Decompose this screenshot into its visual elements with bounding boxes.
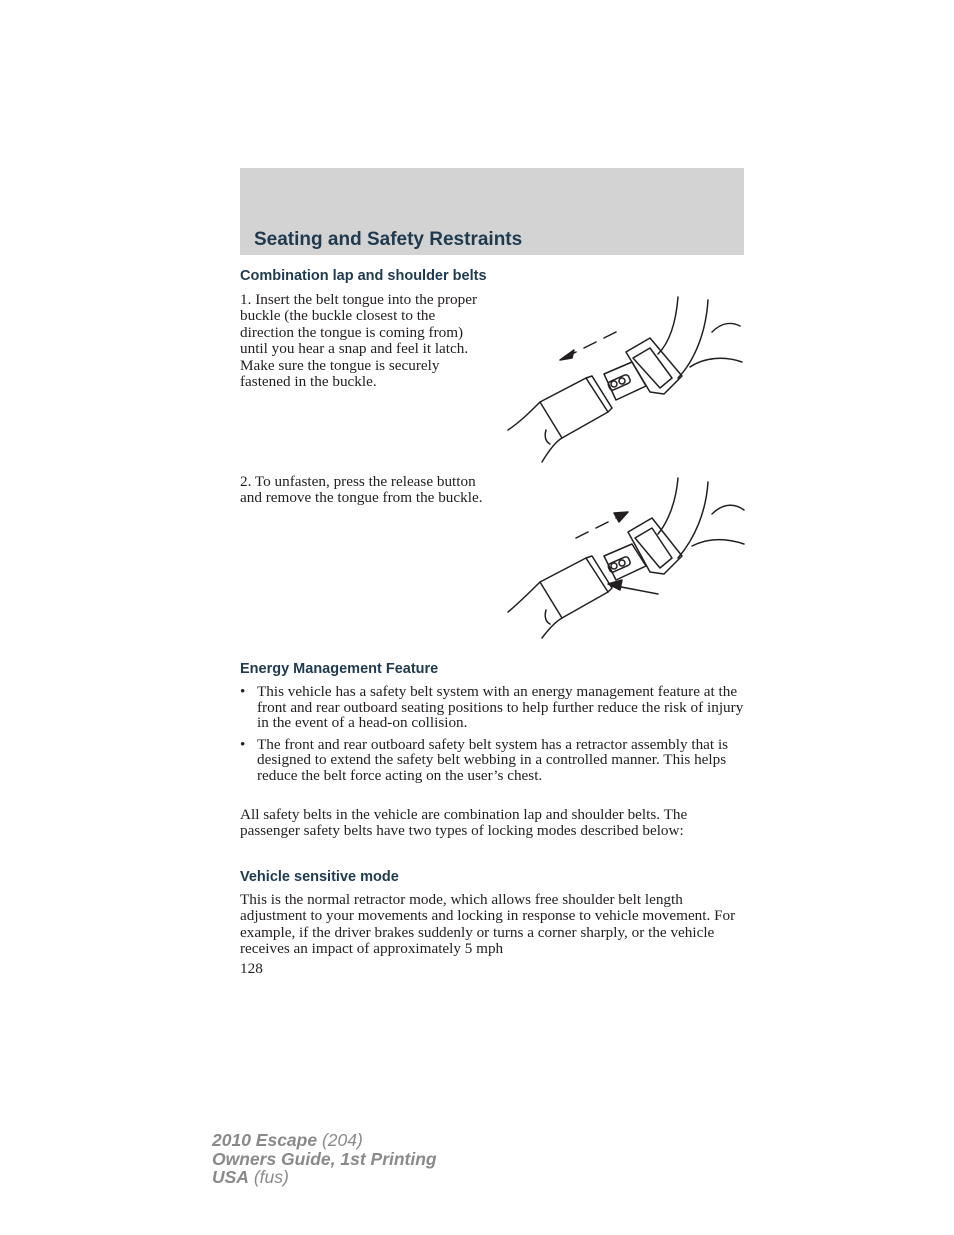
unfasten-step-text: 2. To unfasten, press the release button and remove the tongue from the buckle. — [240, 473, 483, 507]
list-item: • This vehicle has a safety belt system with an energy management feature at the front and rear outboard seating positions to help further reduce the risk of injury in the event of a head-on collision. — [240, 683, 744, 732]
list-item: • The front and rear outboard safety belt system has a retractor assembly that is designed to extend the safety belt webbing in a controlled manner. This helps reduce the belt force acting on the user’s chest. — [240, 735, 729, 784]
vehicle-sensitive-mode-heading: Vehicle sensitive mode — [240, 869, 399, 885]
fasten-belt-illustration — [500, 292, 750, 464]
combination-belts-heading: Combination lap and shoulder belts — [240, 268, 487, 284]
footer-guide: Owners Guide, 1st Printing — [212, 1148, 437, 1169]
locking-modes-summary: All safety belts in the vehicle are combination lap and shoulder belts. The passenger safety belts have two types of locking modes described below: — [240, 806, 688, 840]
page-number: 128 — [240, 960, 263, 977]
fasten-step-text: 1. Insert the belt tongue into the proper buckle (the buckle closest to the direction the tongue is coming from) until you hear a snap and feel it latch. Make sure the tongue is securely fastened in the buckle. — [240, 291, 478, 391]
bullet-icon: • — [240, 735, 246, 753]
vehicle-sensitive-mode-text: This is the normal retractor mode, which allows free shoulder belt length adjustment to your movements and locking in response to vehicle movement. For example, if the driver brakes suddenly or turns a corner sharply, or the vehicle receives an impact of approximately 5 mph — [240, 891, 736, 958]
energy-management-heading: Energy Management Feature — [240, 661, 439, 677]
footer-region: USA — [212, 1167, 249, 1187]
energy-management-list — [240, 684, 750, 790]
footer-model: 2010 Escape — [212, 1130, 318, 1150]
footer-region-code: (fus) — [253, 1167, 289, 1187]
bullet-icon: • — [240, 683, 246, 700]
footer-model-code: (204) — [321, 1130, 363, 1150]
print-footer — [212, 1131, 437, 1187]
section-title: Seating and Safety Restraints — [254, 229, 523, 250]
unfasten-belt-illustration — [500, 472, 750, 642]
section-header-band — [240, 168, 744, 255]
